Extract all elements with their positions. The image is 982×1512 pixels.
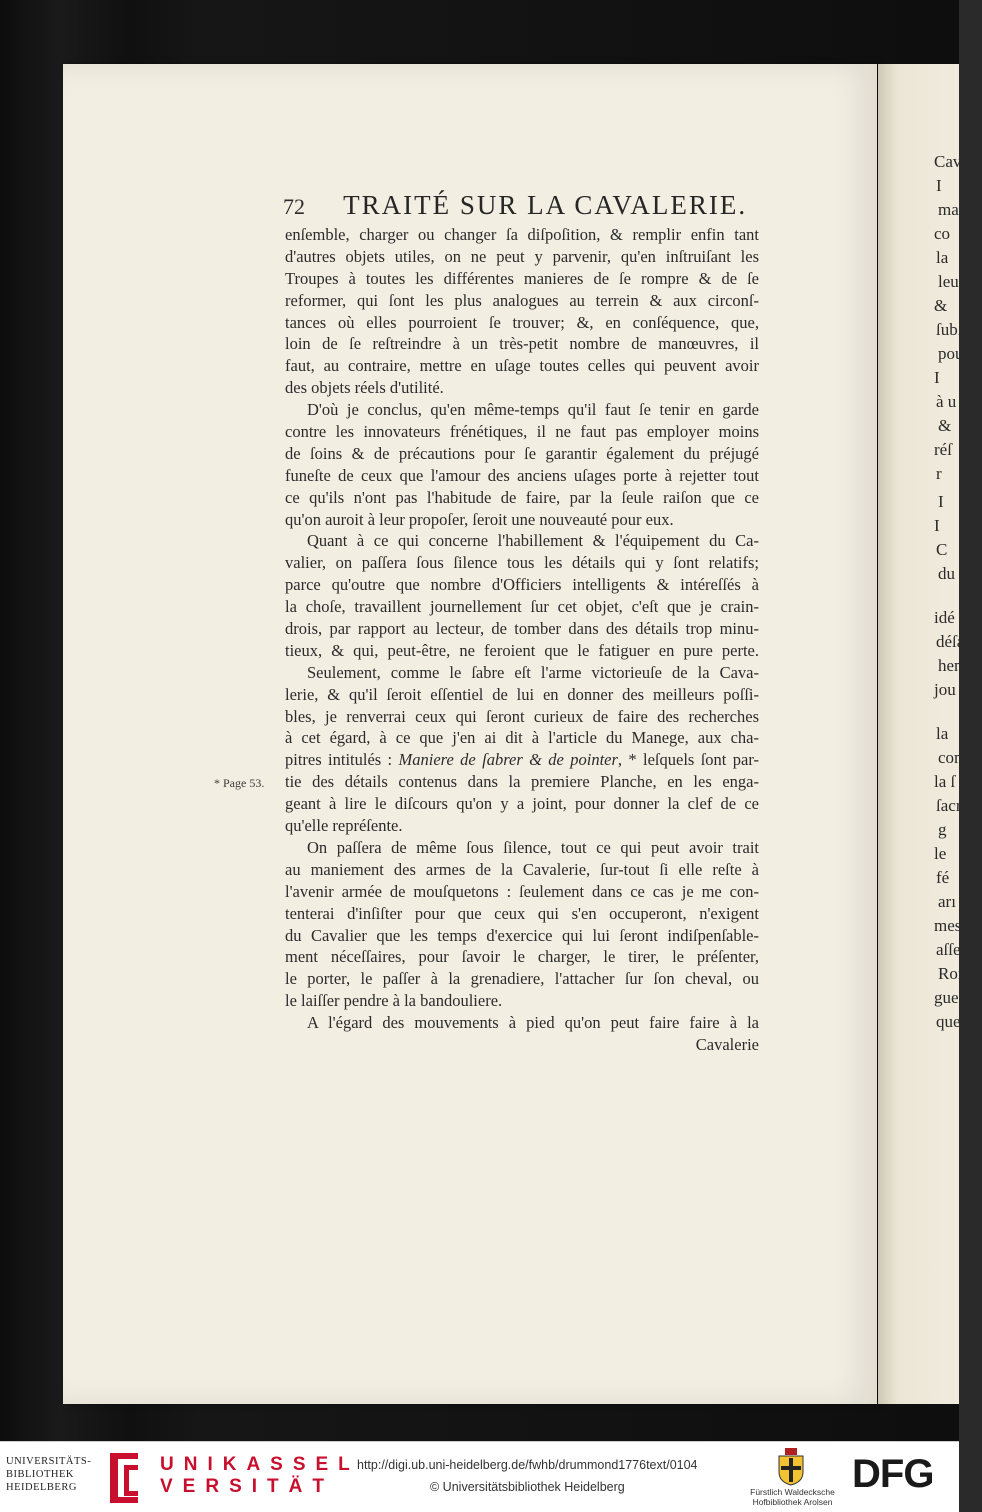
- right-page-fragment: g: [938, 820, 947, 839]
- right-page-fragment: la: [936, 724, 949, 743]
- right-page-fragment: &: [938, 416, 952, 435]
- text-line: enſemble, charger ou changer ſa diſpoſition, & remplir enfin tant: [285, 225, 759, 244]
- text-line: qu'on auroit à leur propoſer, ſeroit une nouveauté pour eux.: [285, 509, 674, 529]
- ub-heidelberg-logo-icon: [104, 1451, 144, 1505]
- right-page-fragment: Cav: [934, 152, 962, 171]
- text-line: au maniement des armes de la Cavalerie, ſur-tout ſi elle reſte à: [285, 859, 759, 879]
- margin-note: * Page 53.: [214, 776, 265, 790]
- right-page-fragment: arı: [938, 892, 956, 911]
- text-line: drois, par rapport au lecteur, de tomber dans des détails trop minu-: [285, 619, 759, 639]
- permalink-url[interactable]: http://digi.ub.uni-heidelberg.de/fwhb/drummond1776text/0104: [357, 1458, 698, 1472]
- dfg-logo: DFG: [852, 1452, 934, 1496]
- text-line: geant à lire le diſcours qu'on y a joint, pour donner la clef de ce: [285, 794, 759, 814]
- text-line: tieux, & qui, peut-être, ne feroient que le fatiguer en pure perte.: [285, 640, 759, 660]
- text-line: d'autres objets utiles, on ne peut y parvenir, qu'en inſtruiſant les: [285, 246, 759, 266]
- text-line: Troupes à toutes les différentes manieres de ſe rompre & de ſe: [285, 268, 759, 288]
- right-page-fragment: à u: [936, 392, 957, 411]
- text-line: contre les innovateurs frénétiques, il ne faut pas employer moins: [285, 422, 759, 442]
- library-name-line: UNIVERSITÄTS-: [6, 1456, 92, 1467]
- right-page-fragment: leu: [938, 272, 959, 291]
- right-page-fragment: déſa: [936, 632, 965, 651]
- text-line: l'avenir armée de mouſquetons : ſeulement dans ce cas je me con-: [285, 881, 759, 901]
- text-line: On paſſera de même ſous ſilence, tout ce qui peut avoir trait: [307, 837, 759, 857]
- text-line: Seulement, comme le ſabre eſt l'arme victorieuſe de la Cava-: [307, 662, 759, 682]
- text-line: Cavalerie: [695, 1034, 759, 1054]
- library-name: [6, 1455, 106, 1494]
- text-line: Quant à ce qui concerne l'habillement & l'équipement du Ca-: [307, 531, 759, 551]
- right-page-fragment: le: [934, 844, 947, 863]
- italic-title: Maniere de ſabrer & de pointer: [398, 750, 618, 770]
- right-page-fragment: I: [934, 516, 940, 535]
- text-segment: pitres intitulés :: [285, 750, 399, 770]
- right-page-fragment: la: [936, 248, 949, 267]
- right-page-fragment: aſſez: [936, 940, 969, 959]
- kassel-logo-top: UNIKASSEL: [160, 1454, 360, 1475]
- right-page-fragment: Roi,: [938, 964, 967, 983]
- text-segment: , * leſquels ſont par-: [617, 750, 759, 770]
- text-line: bles, je renverrai ceux qui ſeront curieux de faire des recherches: [285, 706, 759, 726]
- text-line: funeſte de ceux que l'amour des anciens uſages porte à rejetter tout: [285, 465, 759, 485]
- text-line: à cet égard, à ce que j'en ai dit à l'article du Manege, aux cha-: [285, 728, 759, 748]
- right-page-fragment: guerr: [934, 988, 970, 1007]
- text-line: lerie, & qu'il ſeroit eſſentiel de lui en donner des meilleurs poſſi-: [285, 684, 759, 704]
- right-page-fragment: I: [934, 368, 940, 387]
- right-page-fragment: C: [936, 540, 948, 559]
- text-line: reformer, qui ſont les plus analogues au terrein & aux circonſ-: [285, 290, 759, 310]
- right-page-fragment: &: [934, 296, 948, 315]
- right-page-fragment: r: [936, 464, 942, 483]
- arolsen-library-name: [745, 1487, 840, 1507]
- right-page-fragment: I: [936, 176, 942, 195]
- arolsen-line: Fürstlich Waldecksche: [750, 1487, 835, 1497]
- text-line: qu'elle repréſente.: [285, 816, 403, 836]
- text-line: loin de ſe reſtreindre à un très-petit nombre de manœuvres, il: [285, 334, 759, 354]
- right-page-fragment: ma: [938, 200, 959, 219]
- body-text: [285, 224, 759, 1056]
- text-line: D'où je conclus, qu'en même-temps qu'il faut ſe tenir en garde: [307, 400, 759, 420]
- right-page-fragment: idé: [934, 608, 955, 627]
- text-line: ce qu'ils n'ont pas l'habitude de faire, par la ſeule raiſon que ce: [285, 487, 759, 507]
- running-head: [283, 190, 763, 221]
- text-line: faut, au contraire, mettre en uſage toutes celles qui peuvent avoir: [285, 356, 759, 376]
- text-line: des objets réels d'utilité.: [285, 378, 444, 398]
- kassel-logo-bottom: VERSITÄT: [160, 1476, 334, 1497]
- right-page-fragment: hen: [938, 656, 963, 675]
- right-page-fragment: I: [938, 492, 944, 511]
- uni-kassel-logo: [160, 1454, 360, 1498]
- text-line: tenterai d'inſiſter pour que ceux qui s'en occuperont, n'exigent: [285, 903, 759, 923]
- text-line: parce qu'outre que nombre d'Officiers intelligents & intéreſſés à: [285, 575, 759, 595]
- footer-bar: [0, 1441, 959, 1512]
- text-line: ment néceſſaires, pour ſavoir le charger, le tirer, le préſenter,: [285, 947, 759, 967]
- text-line: le porter, le paſſer à la grenadiere, l'attacher ſur ſon cheval, ou: [285, 969, 759, 989]
- arolsen-line: Hofbibliothek Arolsen: [752, 1497, 833, 1507]
- text-line: tie des détails contenus dans la premiere Planche, en les enga-: [285, 772, 759, 792]
- text-line: le laiſſer pendre à la bandouliere.: [285, 991, 503, 1011]
- text-line: [285, 749, 759, 771]
- text-line: tances où elles pourroient ſe trouver; &, en conſéquence, que,: [285, 312, 759, 332]
- library-name-line: HEIDELBERG: [6, 1482, 77, 1493]
- text-line: A l'égard des mouvements à pied qu'on peut faire faire à la: [307, 1013, 759, 1033]
- text-line: valier, on paſſera ſous ſilence tous les détails qui y ſont relatifs;: [285, 553, 759, 573]
- right-page-fragment: ſubſi: [936, 320, 968, 339]
- coat-of-arms-icon: [776, 1448, 806, 1486]
- right-page-fragment: la ſ: [934, 772, 956, 791]
- right-page-fragment: con: [938, 748, 963, 767]
- right-page-fragment: jou: [934, 680, 956, 699]
- right-page-edge: [878, 64, 982, 1404]
- right-page-fragment: quelqu: [936, 1012, 982, 1031]
- library-name-line: BIBLIOTHEK: [6, 1469, 74, 1480]
- copyright-notice: © Universitätsbibliothek Heidelberg: [430, 1480, 625, 1494]
- right-page-fragment: ſacr: [936, 796, 962, 815]
- right-page-fragment: fé: [936, 868, 950, 887]
- running-title: TRAITÉ SUR LA CAVALERIE.: [343, 190, 748, 220]
- right-page-fragment: réſ: [934, 440, 952, 459]
- text-line: la choſe, travaillent journellement ſur cet objet, c'eſt que je crain-: [285, 597, 759, 617]
- text-line: de ſoins & de précautions pour ſe garantir également du préjugé: [285, 443, 759, 463]
- right-page-fragment: du: [938, 564, 955, 583]
- right-page-fragment: co: [934, 224, 951, 243]
- right-page-fragment: mes: [934, 916, 962, 935]
- text-line: du Cavalier que les temps d'exercice qui lui ſeront indiſpenſable-: [285, 925, 759, 945]
- page-number: 72: [283, 194, 305, 219]
- right-page-fragment: pour: [938, 344, 970, 363]
